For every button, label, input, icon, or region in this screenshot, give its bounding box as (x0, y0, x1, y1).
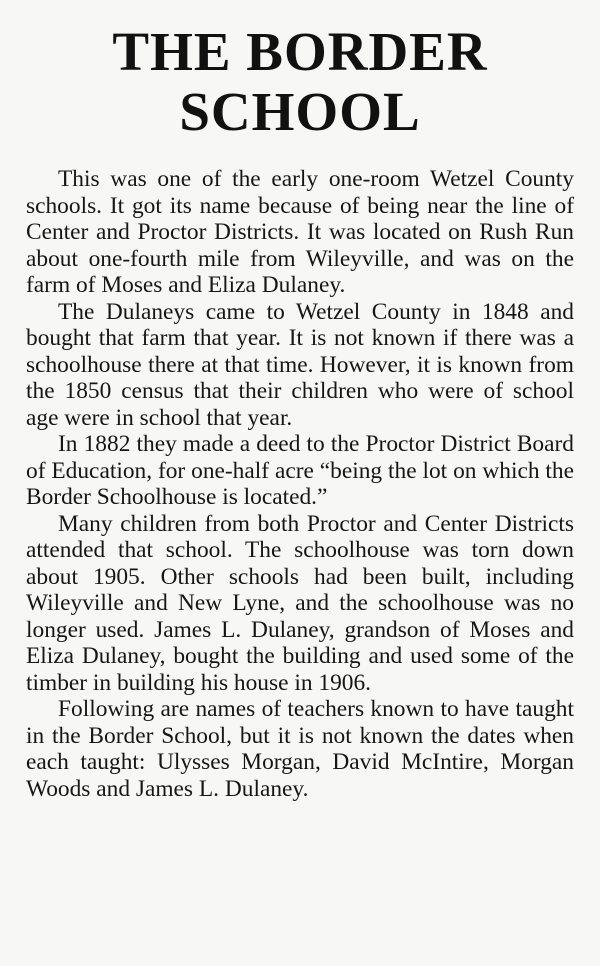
paragraph-2: The Dulaneys came to Wetzel County in 1848 and bought that farm that year. It is not known if there was a schoolhouse there at that time. However, it is known from the 1850 census that their children who were of school age were in school that year. (26, 298, 574, 431)
page-title (26, 22, 574, 142)
title-line-2: SCHOOL (179, 81, 421, 142)
paragraph-4: Many children from both Proctor and Center Districts attended that school. The schoolhouse was torn down about 1905. Other schools had been built, including Wileyville and New Lyne, and the schoolhouse was no longer used. James L. Dulaney, grandson of Moses and Eliza Dulaney, bought the building and used some of the timber in building his house in 1906. (26, 510, 574, 696)
paragraph-3: In 1882 they made a deed to the Proctor District Board of Education, for one-half acre “being the lot on which the Border Schoolhouse is located.” (26, 431, 574, 510)
paragraph-1: This was one of the early one-room Wetzel County schools. It got its name because of being near the line of Center and Proctor Districts. It was located on Rush Run about one-fourth mile from Wileyville, and was on the farm of Moses and Eliza Dulaney. (26, 166, 574, 298)
title-line-1: THE BORDER (112, 21, 488, 82)
article-body (26, 166, 574, 802)
paragraph-5: Following are names of teachers known to have taught in the Border School, but it is not known the dates when each taught: Ulysses Morgan, David McIntire, Morgan Woods and James L. Dulaney. (26, 696, 574, 802)
